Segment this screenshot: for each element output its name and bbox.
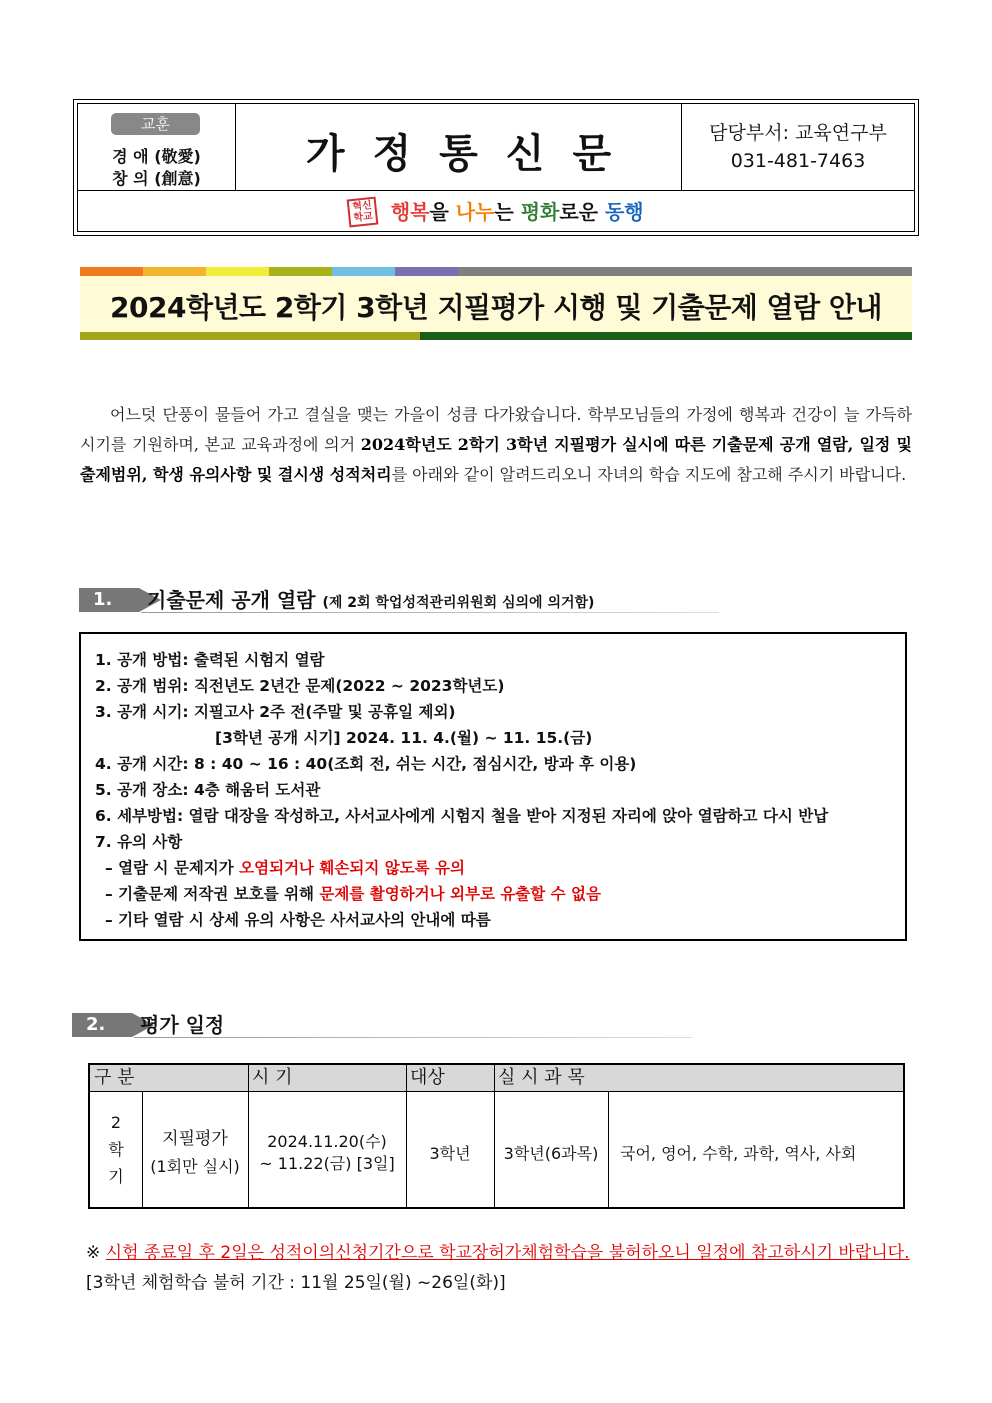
caution-2-highlight: 문제를 촬영하거나 외부로 유출할 수 없음: [319, 885, 601, 903]
school-slogan: [391, 191, 644, 233]
badge-line-1: 혁신: [352, 200, 373, 214]
exam-schedule-table: [88, 1063, 905, 1209]
slogan-row: [78, 191, 914, 233]
period-line-2: ~ 11.22(금) [3일]: [259, 1154, 395, 1173]
period-line-1: 2024.11.20(수): [267, 1132, 387, 1151]
caution-3-text: – 기타 열람 시 상세 유의 사항은 사서교사의 안내에 따름: [105, 911, 491, 929]
table-divider: [406, 1065, 407, 1207]
exam-type-text: 지필평가: [162, 1129, 228, 1149]
semester-char-3: 기: [108, 1167, 124, 1186]
header-period: 시 기: [252, 1067, 293, 1088]
cell-target: 3학년: [429, 1144, 471, 1163]
header-top-row: [78, 104, 914, 191]
color-bar-segment: [80, 267, 143, 276]
info-item-scope: 2. 공개 범위: 직전년도 2년간 문제(2022 ~ 2023학년도): [95, 677, 505, 695]
info-item-cautions: 7. 유의 사항: [95, 833, 183, 851]
info-item-time: 4. 공개 시간: 8 : 40 ~ 16 : 40(조회 전, 쉬는 시간, 점심시간, 방과 후 이용): [95, 755, 637, 773]
caution-1-text: – 열람 시 문제지가: [105, 859, 240, 877]
decorative-color-bar: [80, 267, 912, 276]
title-cell: [236, 104, 682, 190]
info-item-period: 3. 공개 시기: 지필고사 2주 전(주말 및 공휴일 제외): [95, 703, 456, 721]
intro-bold-text: 2024학년도 2학기 3학년 지필평가 실시에 따른 기출문제 공개 열람, 일정 및 출제범위, 학생 유의사항 및 결시생 성적처리: [80, 435, 912, 484]
semester-char-2: 학: [108, 1140, 124, 1159]
newsletter-title: 가정통신문: [305, 131, 640, 177]
section-1-header: [79, 584, 719, 616]
caution-item-2: [105, 882, 601, 904]
exam-note-text: (1회만 실시): [150, 1157, 240, 1176]
table-header-row: [90, 1065, 903, 1092]
motto-cell: [78, 104, 236, 190]
department-cell: [682, 104, 914, 190]
color-bar-segment: [269, 267, 332, 276]
cell-subject-count: 3학년(6과목): [503, 1144, 599, 1163]
decorative-underbar: [80, 332, 912, 340]
motto-line-1: 경 애 (敬愛): [112, 147, 201, 166]
info-item-method: 1. 공개 방법: 출력된 시험지 열람: [95, 651, 325, 669]
section-2-header: [72, 1009, 692, 1041]
cell-exam-type: [142, 1125, 248, 1181]
slogan-part: 는: [494, 200, 521, 224]
slogan-part: 나누: [455, 200, 495, 224]
color-bar-segment: [458, 267, 912, 276]
note-mark: ※: [86, 1243, 101, 1263]
info-item-procedure: 6. 세부방법: 열람 대장을 작성하고, 사서교사에게 시험지 철을 받아 지정된 자리에 앉아 열람하고 다시 반납: [95, 807, 829, 825]
caution-1-highlight: 오염되거나 훼손되지 않도록 유의: [239, 859, 465, 877]
section-2-underline: [134, 1037, 692, 1038]
note-warning-text: 시험 종료일 후 2일은 성적이의신청기간으로 학교장허가체험학습을 불허하오니 일정에 참고하시기 바랍니다.: [105, 1243, 910, 1263]
slogan-part: 을: [429, 200, 456, 224]
header-inner-frame: [77, 103, 915, 232]
intro-text-2: 를 아래와 같이 알려드리오니 자녀의 학습 지도에 참고해 주시기 바랍니다.: [391, 465, 907, 484]
section-1-title: [147, 584, 594, 613]
color-bar-segment: [395, 267, 458, 276]
section-1-subtitle: (제 2회 학업성적관리위원회 심의에 의거함): [322, 595, 595, 611]
semester-char-1: 2: [110, 1113, 122, 1132]
badge-line-2: 학교: [353, 210, 374, 224]
public-viewing-info-box: [79, 632, 907, 941]
experiential-learning-note: [86, 1238, 926, 1298]
caution-item-1: [105, 856, 465, 878]
info-item-grade3-period: [3학년 공개 시기] 2024. 11. 4.(월) ~ 11. 15.(금): [215, 729, 593, 747]
color-bar-segment: [332, 267, 395, 276]
motto-line-2: 창 의 (創意): [112, 169, 201, 188]
header-subjects: 실 시 과 목: [498, 1067, 585, 1088]
section-1-title-text: 기출문제 공개 열람: [147, 588, 316, 612]
motto-badge: 교훈: [111, 113, 200, 135]
section-2-title: 평가 일정: [140, 1013, 225, 1037]
intro-text-1: 어느덧 단풍이 물들어 가고 결실을 맺는 가을이 성큼 다가왔습니다. 학부모님들의 가정에 행복과 건강이 늘 가득하시기를 기원하며, 본교 교육과정에 의거: [80, 405, 912, 454]
slogan-part: 행복: [390, 200, 430, 224]
section-1-number: 1.: [79, 588, 139, 612]
info-item-location: 5. 공개 장소: 4층 해움터 도서관: [95, 781, 321, 799]
cell-subjects: 국어, 영어, 수학, 과학, 역사, 사회: [620, 1144, 857, 1163]
document-title: 2024학년도 2학기 3학년 지필평가 시행 및 기출문제 열람 안내: [110, 291, 882, 324]
color-bar-segment: [143, 267, 206, 276]
slogan-part: 로운: [559, 200, 605, 224]
innovation-school-badge: [347, 197, 379, 228]
slogan-part: 평화: [520, 200, 560, 224]
underbar-segment: [420, 332, 912, 340]
color-bar-segment: [206, 267, 269, 276]
section-2-number: 2.: [72, 1013, 132, 1037]
header-target: 대상: [410, 1067, 445, 1088]
department-label: 담당부서: 교육연구부: [709, 122, 887, 144]
title-banner: [80, 276, 912, 332]
underbar-segment: [80, 332, 420, 340]
header-category: 구 분: [94, 1067, 135, 1088]
newsletter-header: [73, 99, 919, 236]
caution-item-3: [105, 908, 491, 930]
caution-2-text: – 기출문제 저작권 보호를 위해: [105, 885, 320, 903]
cell-exam-period: [248, 1131, 406, 1175]
section-1-underline: [141, 612, 719, 613]
note-period-text: [3학년 체험학습 불허 기간 : 11월 25일(월) ~26일(화)]: [86, 1273, 506, 1293]
intro-paragraph: [80, 400, 912, 490]
table-divider: [494, 1065, 495, 1207]
slogan-part: 동행: [604, 200, 644, 224]
phone-number: 031-481-7463: [730, 150, 866, 172]
cell-semester: [90, 1109, 142, 1190]
